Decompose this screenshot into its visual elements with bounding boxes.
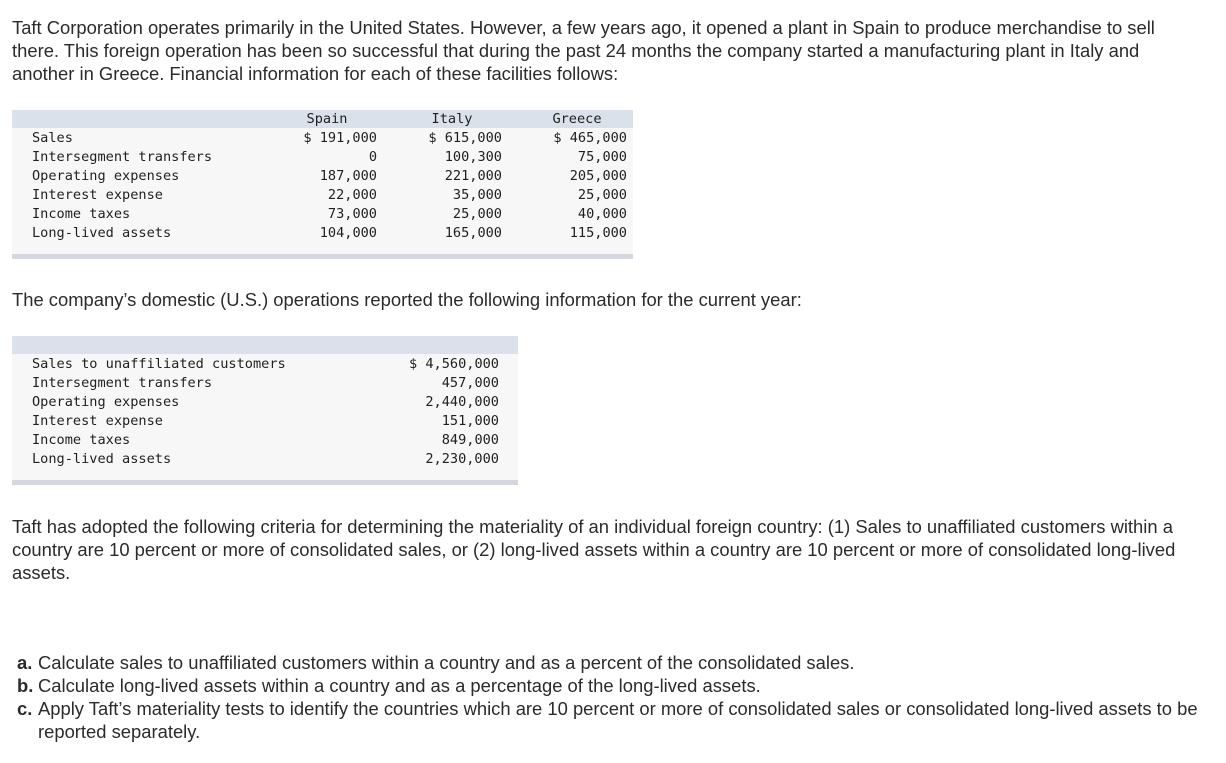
question-letter: a. [17,652,33,673]
domestic-paragraph: The company’s domestic (U.S.) operations reported the following information for the current year: [12,289,802,310]
row-label: Intersegment transfers [32,375,213,391]
spain-value: $ 191,000 [303,130,377,146]
italy-value: 221,000 [444,168,502,184]
row-label: Income taxes [32,206,131,222]
question-item [17,651,1207,674]
table-row [12,355,518,374]
criteria-paragraph: Taft has adopted the following criteria for determining the materiality of an individual foreign country: (1) Sales to unaffiliated customers within a country are 10 percent or more of consolidated sales, or (2) long-lived assets within a country are 10 percent or more of consolidated long-lived assets. [12,516,1176,583]
table-row [12,205,633,224]
question-text: Apply Taft’s materiality tests to identify the countries which are 10 percent or more of consolidated sales or consolidated long-lived assets to be reported separately. [38,698,1198,742]
table-row [12,412,518,431]
row-label: Interest expense [32,413,163,429]
row-label: Long-lived assets [32,451,172,467]
row-label: Sales [32,130,73,146]
header-greece: Greece [552,111,602,127]
spain-value: 0 [368,149,377,165]
table-row [12,186,633,205]
greece-value: 40,000 [577,206,627,222]
greece-value: 25,000 [577,187,627,203]
italy-value: 35,000 [452,187,502,203]
greece-value: 205,000 [569,168,627,184]
header-italy: Italy [431,111,473,127]
row-value: 2,230,000 [425,451,499,467]
spain-value: 187,000 [319,168,377,184]
greece-value: 115,000 [569,225,627,241]
row-label: Operating expenses [32,394,180,410]
italy-value: 25,000 [452,206,502,222]
spain-value: 22,000 [327,187,377,203]
table-row [12,224,633,243]
row-label: Income taxes [32,432,131,448]
question-text: Calculate long-lived assets within a country and as a percentage of the long-lived assets. [38,675,761,696]
row-label: Operating expenses [32,168,180,184]
row-label: Intersegment transfers [32,149,213,165]
italy-value: $ 615,000 [428,130,502,146]
table-row [12,129,633,148]
row-value: 151,000 [441,413,499,429]
row-value: 457,000 [441,375,499,391]
header-spain: Spain [306,111,348,127]
spain-value: 104,000 [319,225,377,241]
question-item [17,697,1207,743]
spain-value: 73,000 [327,206,377,222]
greece-value: $ 465,000 [553,130,627,146]
intro-paragraph: Taft Corporation operates primarily in the United States. However, a few years ago, it opened a plant in Spain to produce merchandise to sell there. This foreign operation has been so successful that during the past 24 months the company started a manufacturing plant in Italy and another in Greece. Financial information for each of these facilities follows: [12,17,1155,84]
row-value: 849,000 [441,432,499,448]
question-item [17,674,1207,697]
row-value: $ 4,560,000 [408,356,499,372]
row-label: Sales to unaffiliated customers [32,356,286,372]
row-value: 2,440,000 [425,394,499,410]
italy-value: 165,000 [444,225,502,241]
table-row [12,431,518,450]
row-label: Long-lived assets [32,225,172,241]
table-row [12,450,518,469]
table-row [12,148,633,167]
question-list [17,651,1207,743]
question-letter: b. [17,675,34,696]
question-letter: c. [17,698,33,719]
table-header-band [12,336,518,354]
foreign-operations-table [12,110,633,259]
greece-value: 75,000 [577,149,627,165]
table-header-row [12,110,633,129]
table-row [12,167,633,186]
row-label: Interest expense [32,187,163,203]
italy-value: 100,300 [444,149,502,165]
domestic-operations-table [12,336,518,485]
table-row [12,374,518,393]
table-row [12,393,518,412]
question-text: Calculate sales to unaffiliated customers within a country and as a percent of the consolidated sales. [38,652,855,673]
